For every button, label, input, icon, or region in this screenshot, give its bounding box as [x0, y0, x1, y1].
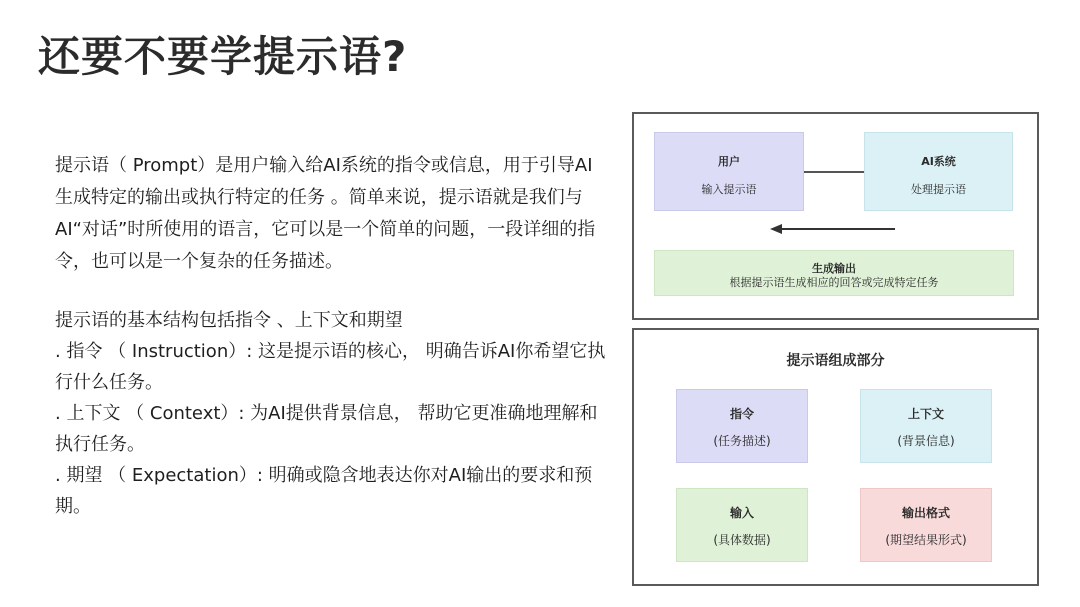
intro-paragraph: 提示语（ Prompt）是用户输入给AI系统的指令或信息，用于引导AI生成特定的输出或执行特定的任务 。简单来说，提示语就是我们与AI“对话”时所使用的语言，它可以是一个简单的问题，一段详细的指令，也可以是一个复杂的任务描述。 — [55, 155, 596, 272]
component-format-subtitle: (期望结果形式) — [885, 533, 967, 547]
connector-line — [804, 171, 864, 173]
output-node-title: 生成输出 — [812, 262, 856, 275]
output-node — [654, 250, 1014, 296]
component-context-subtitle: (背景信息) — [897, 434, 955, 448]
structure-section — [55, 305, 607, 522]
components-heading: 提示语组成部分 — [786, 353, 885, 369]
structure-item-context: . 上下文 （ Context）: 为AI提供背景信息， 帮助它更准确地理解和执行任务。 — [55, 403, 598, 455]
user-node-title: 用户 — [718, 155, 740, 168]
ai-node-subtitle: 处理提示语 — [911, 183, 966, 196]
component-context — [860, 389, 992, 463]
component-instruction — [676, 389, 808, 463]
component-context-title: 上下文 — [907, 407, 944, 421]
component-output-format — [860, 488, 992, 562]
ai-node-title: AI系统 — [921, 155, 956, 168]
user-node-subtitle: 输入提示语 — [701, 183, 757, 196]
page-title: 还要不要学提示语? — [38, 32, 408, 81]
user-node — [654, 132, 804, 211]
ai-system-node — [864, 132, 1013, 211]
component-input-subtitle: (具体数据) — [713, 533, 771, 547]
left-arrow-icon — [770, 222, 895, 236]
structure-item-expectation: . 期望 （ Expectation）: 明确或隐含地表达你对AI输出的要求和预期。 — [55, 465, 593, 517]
component-instruction-subtitle: (任务描述) — [713, 434, 771, 448]
structure-item-instruction: . 指令 （ Instruction）: 这是提示语的核心， 明确告诉AI你希望它执行什么任务。 — [55, 341, 606, 393]
component-input-title: 输入 — [729, 506, 754, 520]
component-input — [676, 488, 808, 562]
output-node-subtitle: 根据提示语生成相应的回答或完成特定任务 — [729, 276, 939, 289]
component-format-title: 输出格式 — [901, 506, 950, 520]
structure-heading: 提示语的基本结构包括指令 、上下文和期望 — [55, 310, 403, 331]
component-instruction-title: 指令 — [729, 407, 754, 421]
